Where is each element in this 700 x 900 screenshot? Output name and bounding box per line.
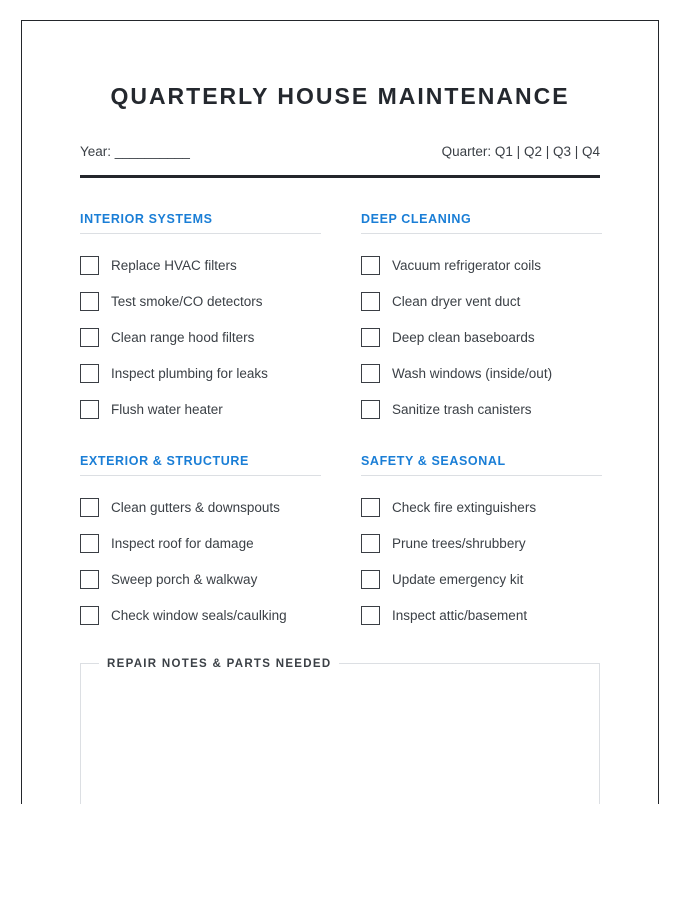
section-heading: EXTERIOR & STRUCTURE bbox=[80, 453, 249, 468]
section-divider bbox=[80, 233, 321, 234]
checkbox-icon[interactable] bbox=[361, 292, 380, 311]
checklist-item-label: Deep clean baseboards bbox=[392, 329, 535, 345]
printable-page bbox=[21, 20, 659, 804]
checklist-item[interactable] bbox=[361, 248, 602, 284]
checkbox-icon[interactable] bbox=[80, 606, 99, 625]
section-deep-cleaning bbox=[361, 212, 602, 428]
checkbox-icon[interactable] bbox=[361, 498, 380, 517]
section-interior-systems bbox=[80, 212, 321, 428]
checklist-item-label: Inspect attic/basement bbox=[392, 607, 528, 623]
quarter-selector[interactable]: Quarter: Q1 | Q2 | Q3 | Q4 bbox=[441, 143, 600, 159]
checkbox-icon[interactable] bbox=[80, 400, 99, 419]
checkbox-icon[interactable] bbox=[361, 534, 380, 553]
checkbox-icon[interactable] bbox=[80, 498, 99, 517]
checklist-item-label: Replace HVAC filters bbox=[111, 257, 237, 273]
checklist-item-label: Inspect plumbing for leaks bbox=[111, 365, 268, 381]
checklist-item[interactable] bbox=[361, 490, 602, 526]
checklist-item-label: Check fire extinguishers bbox=[392, 499, 537, 515]
repair-notes-box[interactable] bbox=[80, 658, 600, 804]
right-column bbox=[361, 212, 602, 634]
checkbox-icon[interactable] bbox=[80, 534, 99, 553]
checklist-item[interactable] bbox=[361, 320, 602, 356]
checklist-item-label: Vacuum refrigerator coils bbox=[392, 257, 542, 273]
repair-notes-legend: REPAIR NOTES & PARTS NEEDED bbox=[107, 657, 332, 670]
checklist-item[interactable] bbox=[80, 526, 321, 562]
page-content bbox=[22, 21, 658, 804]
page-title: QUARTERLY HOUSE MAINTENANCE bbox=[110, 83, 570, 109]
checklist-item[interactable] bbox=[80, 356, 321, 392]
checkbox-icon[interactable] bbox=[361, 328, 380, 347]
section-divider bbox=[361, 475, 602, 476]
section-exterior-structure bbox=[80, 454, 321, 634]
checkbox-icon[interactable] bbox=[361, 256, 380, 275]
checklist-item[interactable] bbox=[361, 284, 602, 320]
checklist-item-label: Check window seals/caulking bbox=[111, 607, 287, 623]
checklist-item-label: Flush water heater bbox=[111, 401, 223, 417]
checklist-item-label: Inspect roof for damage bbox=[111, 535, 254, 551]
checklist-item-label: Prune trees/shrubbery bbox=[392, 535, 526, 551]
checklist-item-label: Sweep porch & walkway bbox=[111, 571, 258, 587]
checklist-item-label: Clean gutters & downspouts bbox=[111, 499, 280, 515]
section-divider bbox=[80, 475, 321, 476]
checklist-item-label: Clean range hood filters bbox=[111, 329, 255, 345]
checklist-item[interactable] bbox=[361, 598, 602, 634]
checklist-item-label: Sanitize trash canisters bbox=[392, 401, 532, 417]
meta-row bbox=[80, 144, 600, 159]
checklist-item[interactable] bbox=[361, 526, 602, 562]
checklist-item[interactable] bbox=[361, 356, 602, 392]
checklist-item-label: Clean dryer vent duct bbox=[392, 293, 521, 309]
checklist-item-label: Test smoke/CO detectors bbox=[111, 293, 263, 309]
checklist-columns bbox=[80, 212, 600, 634]
checklist-item[interactable] bbox=[361, 392, 602, 428]
checkbox-icon[interactable] bbox=[80, 328, 99, 347]
section-heading: SAFETY & SEASONAL bbox=[361, 453, 506, 468]
checklist-item[interactable] bbox=[80, 320, 321, 356]
checklist-item[interactable] bbox=[80, 562, 321, 598]
checklist-item[interactable] bbox=[80, 284, 321, 320]
checkbox-icon[interactable] bbox=[80, 256, 99, 275]
checkbox-icon[interactable] bbox=[361, 364, 380, 383]
checklist-item[interactable] bbox=[80, 598, 321, 634]
left-column bbox=[80, 212, 321, 634]
checklist-item-label: Wash windows (inside/out) bbox=[392, 365, 553, 381]
section-divider bbox=[361, 233, 602, 234]
checkbox-icon[interactable] bbox=[80, 364, 99, 383]
checkbox-icon[interactable] bbox=[361, 400, 380, 419]
checkbox-icon[interactable] bbox=[80, 292, 99, 311]
section-heading: DEEP CLEANING bbox=[361, 211, 472, 226]
header-divider bbox=[80, 175, 600, 178]
section-safety-seasonal bbox=[361, 454, 602, 634]
checklist-item[interactable] bbox=[80, 248, 321, 284]
year-field[interactable]: Year: __________ bbox=[80, 143, 190, 159]
checkbox-icon[interactable] bbox=[80, 570, 99, 589]
section-heading: INTERIOR SYSTEMS bbox=[80, 211, 213, 226]
checklist-item[interactable] bbox=[80, 392, 321, 428]
checkbox-icon[interactable] bbox=[361, 570, 380, 589]
checkbox-icon[interactable] bbox=[361, 606, 380, 625]
checklist-item[interactable] bbox=[80, 490, 321, 526]
checklist-item-label: Update emergency kit bbox=[392, 571, 524, 587]
checklist-item[interactable] bbox=[361, 562, 602, 598]
